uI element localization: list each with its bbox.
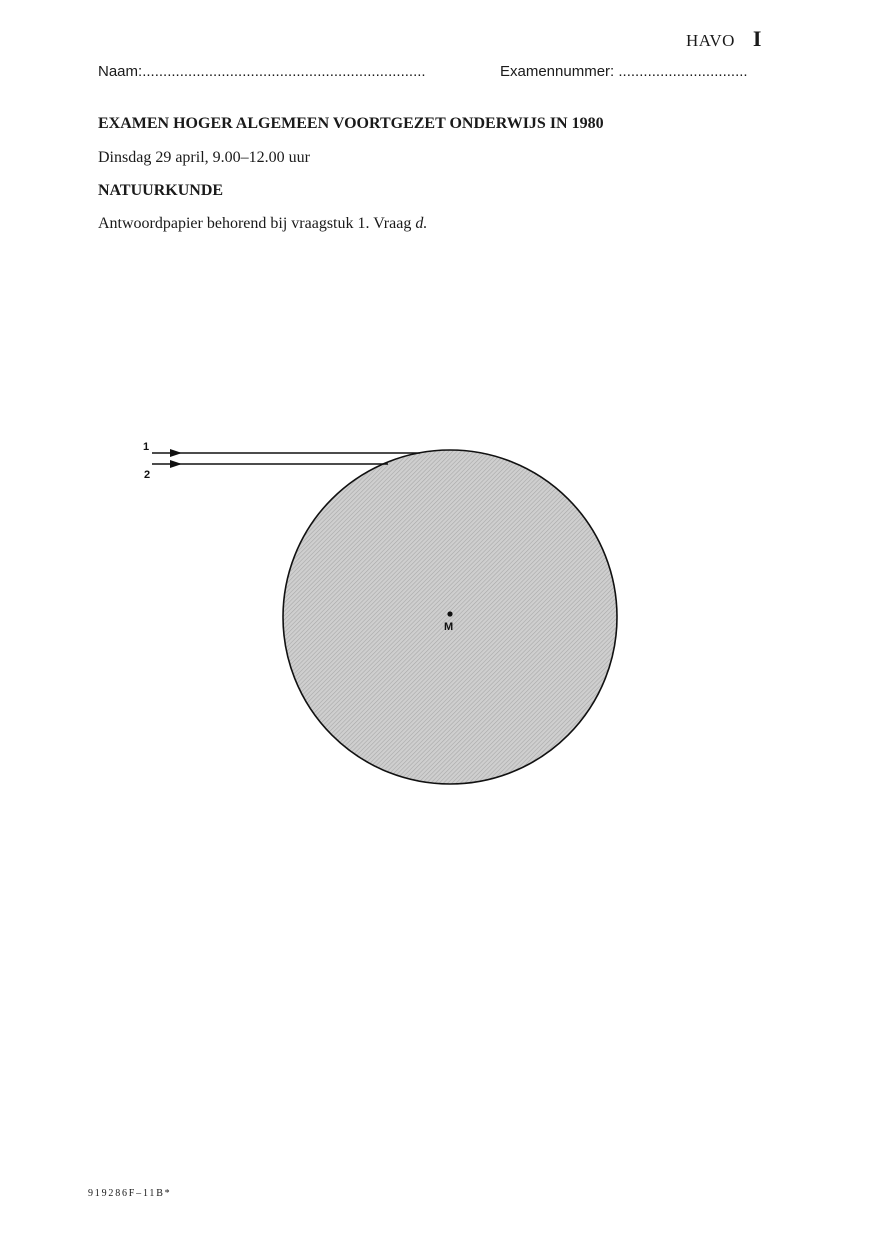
- exam-title: EXAMEN HOGER ALGEMEEN VOORTGEZET ONDERWIJS IN 1980: [98, 115, 604, 132]
- name-label: Naam:: [98, 63, 143, 80]
- ray-2-label: 2: [144, 469, 151, 481]
- ray-2-arrowhead: [170, 460, 182, 468]
- subject-heading: NATUURKUNDE: [98, 182, 224, 199]
- shaded-disc: [283, 450, 617, 784]
- instruction-text: [98, 215, 427, 233]
- sheet-number: I: [752, 26, 762, 51]
- circle-ray-diagram: [130, 430, 630, 800]
- exam-number-label: Examennummer:: [500, 63, 615, 80]
- instruction-main: Antwoordpapier behorend bij vraagstuk 1. Vraag: [98, 215, 416, 232]
- name-dotted-line[interactable]: ....................................................................: [142, 63, 426, 80]
- exam-number-field[interactable]: [500, 63, 748, 80]
- center-label: M: [444, 621, 454, 633]
- exam-level-header: [686, 26, 762, 52]
- level-code: HAVO: [686, 31, 735, 50]
- document-code: 919286F–11B*: [88, 1188, 172, 1199]
- ray-1-label: 1: [143, 441, 150, 453]
- exam-date: Dinsdag 29 april, 9.00–12.00 uur: [98, 149, 310, 166]
- ray-1-arrowhead: [170, 449, 182, 457]
- center-point: [447, 611, 452, 616]
- name-field[interactable]: [98, 63, 426, 80]
- exam-number-dotted-line[interactable]: ...............................: [618, 63, 748, 80]
- instruction-question: d.: [415, 215, 428, 232]
